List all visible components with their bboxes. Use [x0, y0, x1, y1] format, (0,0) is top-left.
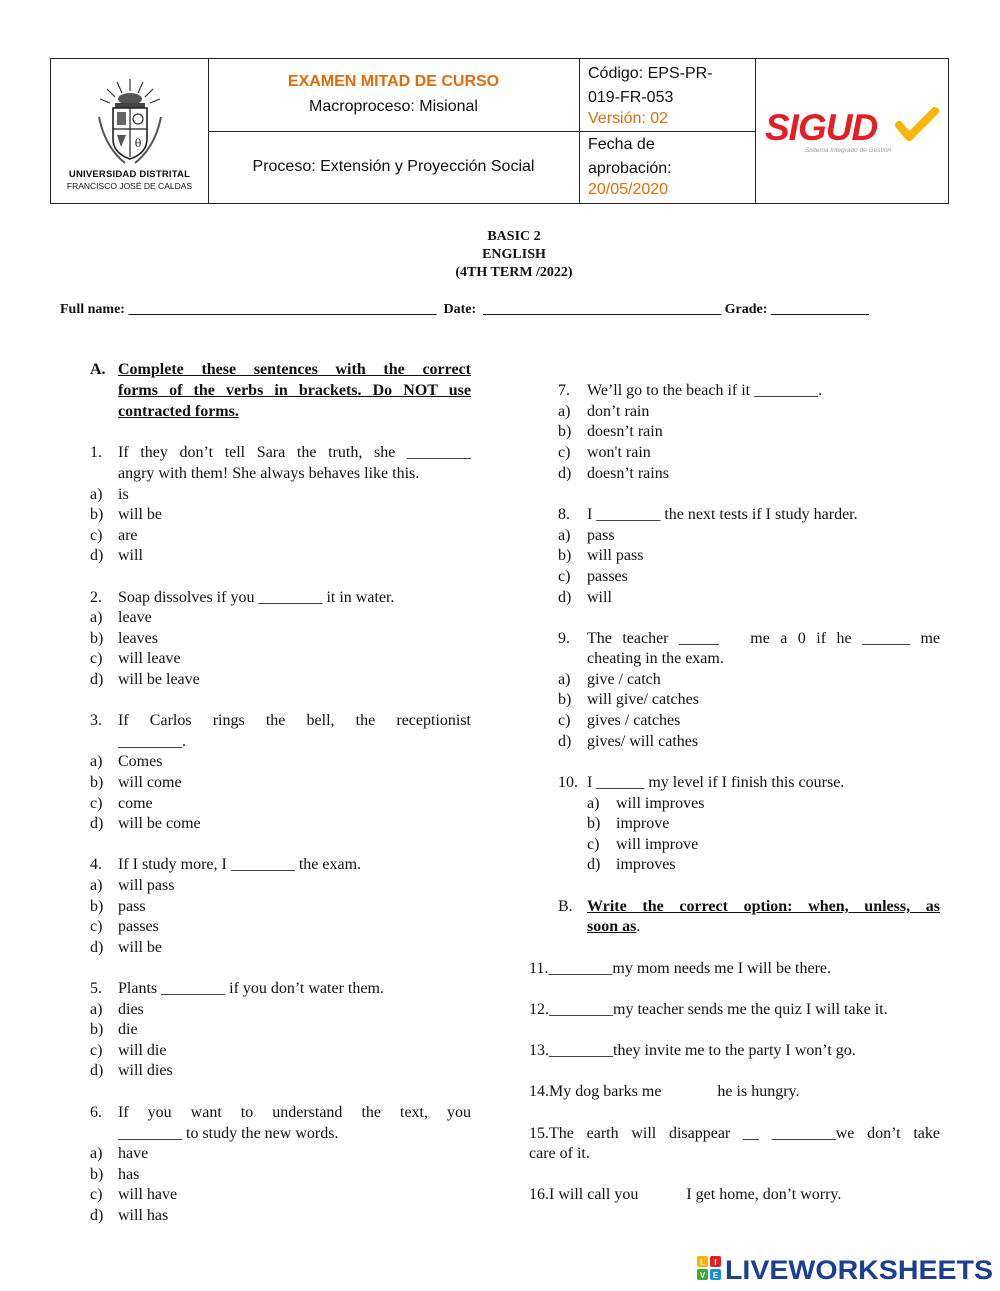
liveworksheets-logo [697, 1253, 995, 1288]
option-text[interactable]: are [118, 527, 138, 544]
fill-item[interactable]: 11.________my mom needs me I will be there. [529, 960, 832, 977]
option-text[interactable]: will improves [616, 795, 705, 812]
question-number: 1. [90, 444, 102, 461]
header-table [50, 58, 949, 204]
fecha-value: 20/05/2020 [588, 181, 669, 198]
option-text[interactable]: leaves [118, 630, 158, 647]
codigo [588, 62, 748, 110]
option-text[interactable]: will come [118, 774, 182, 791]
section-a-letter: A. [90, 361, 106, 378]
option-text[interactable]: doesn’t rains [587, 465, 669, 482]
section-a-instruction-1: Complete these sentences with the correct [118, 361, 471, 378]
option-letter: a) [90, 753, 103, 770]
fill-item[interactable]: 15.The earth will disappear __ ________we don’t take [529, 1125, 940, 1142]
option-text[interactable]: will leave [118, 650, 181, 667]
option-letter: d) [558, 733, 572, 750]
option-letter: d) [90, 1062, 104, 1079]
svg-text:SIGUD: SIGUD [765, 107, 878, 148]
svg-text:Sistema Integrado de Gestión: Sistema Integrado de Gestión [805, 147, 891, 154]
document-titles [0, 228, 1000, 282]
option-letter: a) [90, 877, 103, 894]
course-level: BASIC 2 [487, 229, 541, 244]
fecha-line-1: Fecha de [588, 136, 655, 153]
date-label: Date: [443, 302, 477, 317]
question-text: I ________ the next tests if I study harder. [587, 506, 858, 523]
question-text: Soap dissolves if you ________ it in water. [118, 589, 395, 606]
question-text: I ______ my level if I finish this course. [587, 774, 845, 791]
question-number: 9. [558, 630, 570, 647]
fill-item[interactable]: 14.My dog barks me he is hungry. [529, 1083, 800, 1100]
question-text: ________ to study the new words. [118, 1125, 339, 1142]
option-text[interactable]: has [118, 1166, 140, 1183]
student-fields [60, 302, 869, 318]
section-b-period: . [636, 918, 641, 935]
option-letter: c) [587, 836, 600, 853]
option-text[interactable]: doesn’t rain [587, 423, 663, 440]
option-letter: d) [90, 1207, 104, 1224]
option-text[interactable]: give / catch [587, 671, 661, 688]
option-letter: a) [90, 486, 103, 503]
sigud-logo [763, 107, 943, 162]
option-text[interactable]: will has [118, 1207, 169, 1224]
option-letter: c) [90, 918, 103, 935]
option-letter: b) [587, 815, 601, 832]
svg-text:I: I [714, 1258, 717, 1267]
option-text[interactable]: will have [118, 1186, 178, 1203]
option-letter: d) [90, 815, 104, 832]
option-text[interactable]: will dies [118, 1062, 173, 1079]
date-input[interactable]: __________________________________ [483, 302, 722, 317]
option-text[interactable]: won't rain [587, 444, 651, 461]
option-text[interactable]: leave [118, 609, 152, 626]
option-letter: d) [558, 589, 572, 606]
svg-text:L: L [700, 1258, 705, 1267]
option-text[interactable]: improves [616, 856, 676, 873]
option-letter: a) [587, 795, 600, 812]
option-text[interactable]: will give/ catches [587, 691, 699, 708]
option-text[interactable]: will be come [118, 815, 201, 832]
codigo-line-1: Código: EPS-PR- [588, 65, 713, 82]
section-b-instruction-2: soon as [587, 918, 637, 935]
option-letter: c) [90, 527, 103, 544]
option-letter: c) [558, 444, 571, 461]
fullname-input[interactable]: ____________________________________________ [128, 302, 437, 317]
fill-item-continuation: care of it. [529, 1145, 590, 1162]
option-text[interactable]: die [118, 1021, 138, 1038]
liveworksheets-brand: LIVEWORKSHEETS [725, 1255, 993, 1283]
option-text[interactable]: pass [587, 527, 615, 544]
option-text[interactable]: will [587, 589, 612, 606]
option-letter: b) [90, 898, 104, 915]
option-letter: c) [558, 712, 571, 729]
section-a-instruction-3: contracted forms. [118, 403, 239, 420]
macroproceso: Macroproceso: Misional [309, 98, 478, 115]
option-text[interactable]: dies [118, 1001, 144, 1018]
fullname-label: Full name: [60, 302, 125, 317]
option-letter: a) [558, 403, 571, 420]
option-letter: a) [558, 527, 571, 544]
option-letter: b) [558, 691, 572, 708]
option-letter: c) [90, 795, 103, 812]
course-term: (4TH TERM /2022) [455, 265, 573, 280]
option-text[interactable]: don’t rain [587, 403, 650, 420]
svg-text:E: E [712, 1271, 719, 1280]
option-text[interactable]: is [118, 486, 129, 503]
sigud-logo-icon [763, 107, 943, 157]
option-letter: b) [90, 1021, 104, 1038]
section-a-instruction-2: forms of the verbs in brackets. Do NOT use [118, 382, 471, 399]
section-b-letter: B. [558, 898, 573, 915]
codigo-line-2: 019-FR-053 [588, 89, 674, 106]
option-letter: a) [558, 671, 571, 688]
option-letter: a) [90, 609, 103, 626]
option-text[interactable]: will pass [587, 547, 644, 564]
option-text[interactable]: will die [118, 1042, 167, 1059]
proceso: Proceso: Extensión y Proyección Social [252, 158, 535, 175]
question-text: ________. [118, 733, 186, 750]
option-text[interactable]: gives/ will cathes [587, 733, 699, 750]
option-text[interactable]: pass [118, 898, 146, 915]
option-letter: a) [90, 1145, 103, 1162]
option-letter: b) [90, 1166, 104, 1183]
option-letter: d) [90, 939, 104, 956]
question-number: 8. [558, 506, 570, 523]
header-divider [208, 131, 755, 132]
question-number: 3. [90, 712, 102, 729]
option-letter: c) [558, 568, 571, 585]
fecha-line-2: aprobación: [588, 160, 672, 177]
header-divider [755, 59, 756, 203]
option-letter: d) [90, 547, 104, 564]
option-text[interactable]: will improve [616, 836, 699, 853]
question-text: If I study more, I ________ the exam. [118, 856, 362, 873]
option-text[interactable]: will [118, 547, 143, 564]
question-number: 2. [90, 589, 102, 606]
option-letter: c) [90, 650, 103, 667]
option-letter: b) [558, 423, 572, 440]
option-letter: d) [587, 856, 601, 873]
option-letter: d) [90, 671, 104, 688]
question-number: 4. [90, 856, 102, 873]
option-letter: d) [558, 465, 572, 482]
option-letter: b) [90, 506, 104, 523]
option-letter: a) [90, 1001, 103, 1018]
svg-text:V: V [699, 1271, 706, 1280]
option-letter: b) [90, 630, 104, 647]
question-text: cheating in the exam. [587, 650, 724, 667]
svg-text:θ: θ [134, 137, 142, 150]
option-text[interactable]: come [118, 795, 153, 812]
fill-item[interactable]: 12.________my teacher sends me the quiz I will take it. [529, 1001, 888, 1018]
option-text[interactable]: Comes [118, 753, 163, 770]
question-number: 5. [90, 980, 102, 997]
option-text[interactable]: have [118, 1145, 149, 1162]
grade-input[interactable]: ______________ [770, 302, 869, 317]
section-b-instruction-2-wrap [587, 917, 640, 938]
university-logo [51, 59, 208, 205]
option-text[interactable]: will be [118, 939, 162, 956]
question-text: The teacher _____ me a 0 if he ______ me [587, 630, 940, 647]
university-name: UNIVERSIDAD DISTRITAL [68, 169, 191, 180]
question-text: If you want to understand the text, you [118, 1104, 471, 1121]
version: Versión: 02 [588, 110, 669, 127]
option-letter: c) [90, 1186, 103, 1203]
fill-item[interactable]: 13.________they invite me to the party I won’t go. [529, 1042, 856, 1059]
option-letter: b) [90, 774, 104, 791]
option-text[interactable]: passes [587, 568, 628, 585]
question-number: 7. [558, 382, 570, 399]
exam-title: EXAMEN MITAD DE CURSO [287, 73, 500, 90]
question-number: 10. [558, 774, 578, 791]
option-text[interactable]: improve [616, 815, 670, 832]
question-number: 6. [90, 1104, 102, 1121]
fecha-aprobacion [588, 133, 748, 181]
question-text: Plants ________ if you don’t water them. [118, 980, 384, 997]
section-b-instruction-1: Write the correct option: when, unless, as [587, 898, 940, 915]
university-crest-icon [95, 77, 165, 167]
option-letter: c) [90, 1042, 103, 1059]
option-text[interactable]: will be [118, 506, 162, 523]
question-text: If they don’t tell Sara the truth, she ________ [118, 444, 471, 461]
option-text[interactable]: will pass [118, 877, 175, 894]
question-text: If Carlos rings the bell, the receptionist [118, 712, 471, 729]
option-text[interactable]: gives / catches [587, 712, 681, 729]
fill-item[interactable]: 16.I will call you I get home, don’t worry. [529, 1186, 842, 1203]
option-letter: b) [558, 547, 572, 564]
grade-label: Grade: [724, 302, 768, 317]
option-text[interactable]: passes [118, 918, 159, 935]
liveworksheets-logo-icon [697, 1253, 995, 1283]
question-text: angry with them! She always behaves like this. [118, 465, 420, 482]
course-subject: ENGLISH [482, 247, 546, 262]
option-text[interactable]: will be leave [118, 671, 200, 688]
university-subname: FRANCISCO JOSÉ DE CALDAS [66, 181, 193, 191]
question-text: We’ll go to the beach if it ________. [587, 382, 823, 399]
